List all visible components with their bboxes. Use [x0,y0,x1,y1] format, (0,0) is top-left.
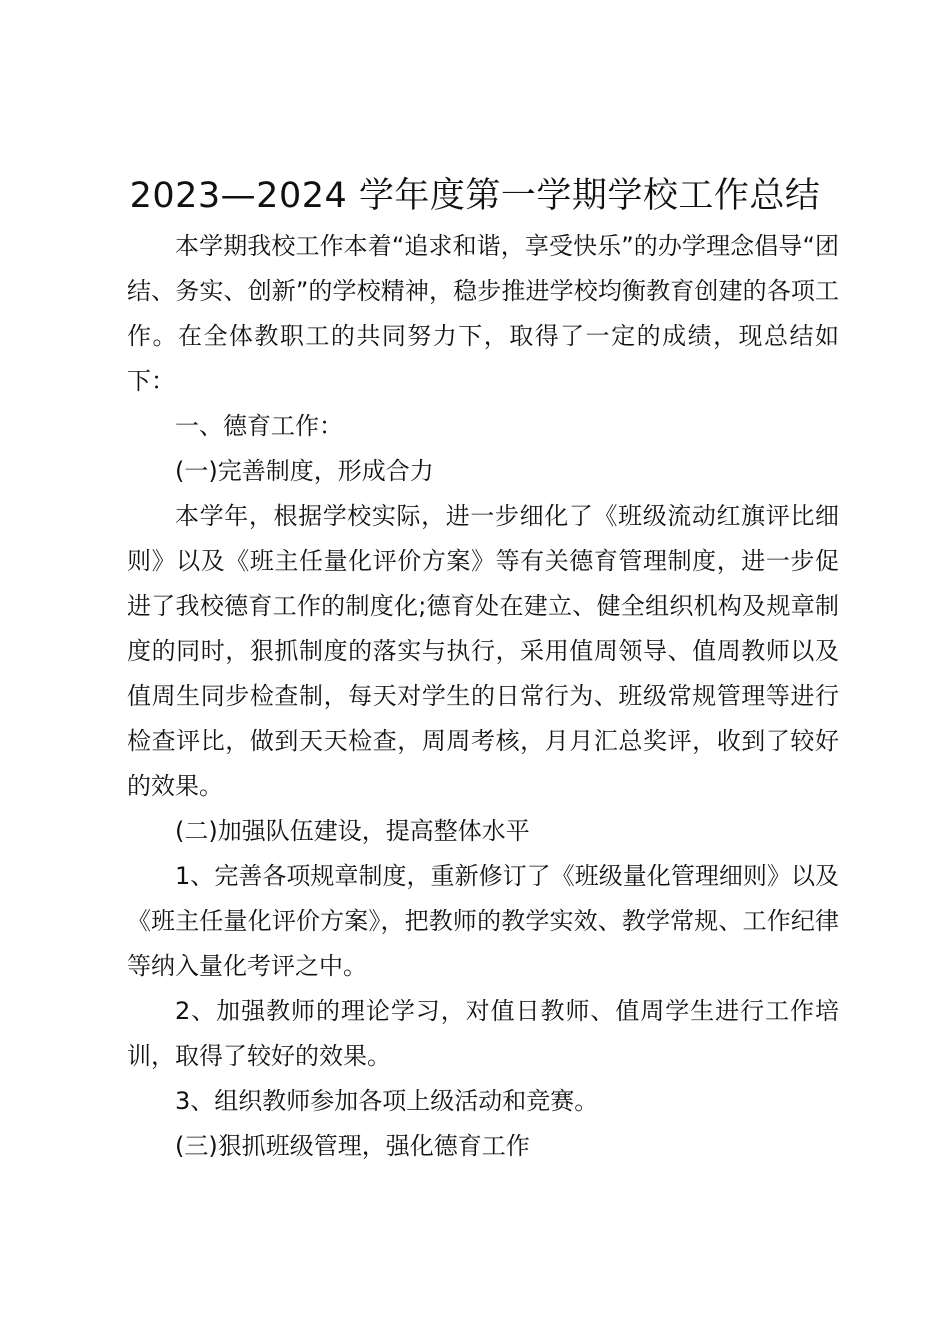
list-item-1: 1、完善各项规章制度，重新修订了《班级量化管理细则》以及《班主任量化评价方案》，把教师的教学实效、教学常规、工作纪律等纳入量化考评之中。 [127,862,839,980]
intro-paragraph: 本学期我校工作本着“追求和谐，享受快乐”的办学理念倡导“团结、务实、创新”的学校精神，稳步推进学校均衡教育创建的各项工作。在全体教职工的共同努力下，取得了一定的成绩，现总结如下： [127,232,839,395]
document-body [127,224,839,1169]
section-heading-moral-education: 一、德育工作： [175,412,343,440]
subsection-heading-3: (三)狠抓班级管理，强化德育工作 [175,1132,530,1160]
subsection-heading-1: (一)完善制度，形成合力 [175,457,434,485]
body-paragraph-system: 本学年，根据学校实际，进一步细化了《班级流动红旗评比细则》以及《班主任量化评价方案》等有关德育管理制度，进一步促进了我校德育工作的制度化;德育处在建立、健全组织机构及规章制度的同时，狠抓制度的落实与执行，采用值周领导、值周教师以及值周生同步检查制，每天对学生的日常行为、班级常规管理等进行检查评比，做到天天检查，周周考核，月月汇总奖评，收到了较好的效果。 [127,502,839,800]
list-item-3: 3、组织教师参加各项上级活动和竞赛。 [175,1087,599,1115]
list-item-2: 2、加强教师的理论学习，对值日教师、值周学生进行工作培训，取得了较好的效果。 [127,997,839,1070]
subsection-heading-2: (二)加强队伍建设，提高整体水平 [175,817,530,845]
document-title: 2023—2024 学年度第一学期学校工作总结 [129,176,821,216]
